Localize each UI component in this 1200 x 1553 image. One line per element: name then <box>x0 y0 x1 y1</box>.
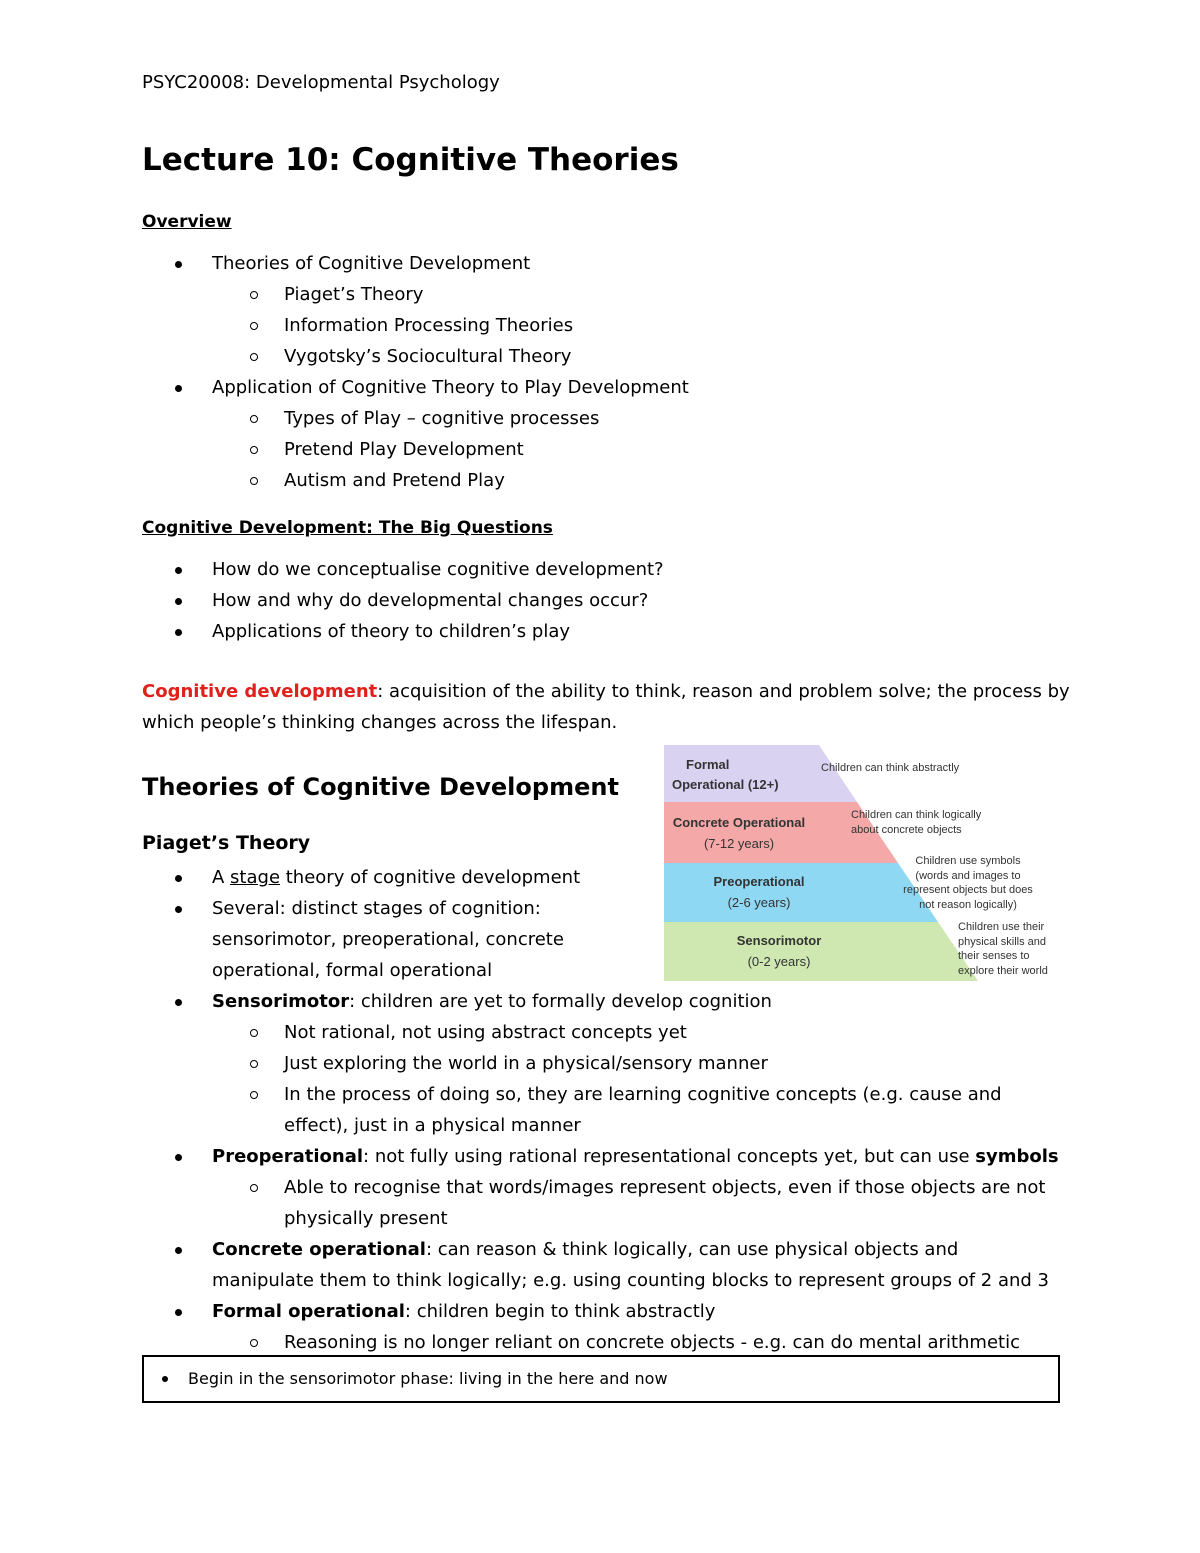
sensorimotor-label: Sensorimotor (0-2 years) <box>736 933 822 969</box>
list-item: Begin in the sensorimotor phase: living in the here and now <box>144 1357 1058 1401</box>
big-questions-list <box>142 554 1072 647</box>
overview-list <box>142 248 1072 496</box>
list-item: Autism and Pretend Play <box>212 465 1072 496</box>
big-questions-heading: Cognitive Development: The Big Questions <box>142 518 553 538</box>
list-item: Types of Play – cognitive processes <box>212 403 1072 434</box>
section-title: Theories of Cognitive Development <box>142 773 619 801</box>
list-item: Pretend Play Development <box>212 434 1072 465</box>
list-item: Vygotsky’s Sociocultural Theory <box>212 341 1072 372</box>
formal-operational-note: Children can think abstractly <box>821 762 960 774</box>
boxed-note <box>142 1355 1060 1403</box>
list-item: Piaget’s Theory <box>212 279 1072 310</box>
list-item: Not rational, not using abstract concepts yet <box>212 1017 1072 1048</box>
preoperational-label: Preoperational (2-6 years) <box>713 874 805 910</box>
list-item: Sensorimotor: children are yet to formally develop cognition Not rational, not using abstract concepts yet Just exploring the world in a physical/sensory manner In the process of doing so, they are learning cognitive concepts (e.g. cause and effect), just in a physical manner <box>142 986 1072 1141</box>
definition-paragraph: Cognitive development: acquisition of the ability to think, reason and problem solve; the process by which people’s thinking changes across the lifespan. <box>142 681 1070 733</box>
list-item: Theories of Cognitive Development Piaget’s Theory Information Processing Theories Vygotsky’s Sociocultural Theory <box>142 248 1072 372</box>
list-item: Able to recognise that words/images represent objects, even if those objects are not physically present <box>212 1172 1064 1234</box>
piaget-heading: Piaget’s Theory <box>142 832 311 854</box>
list-item: Just exploring the world in a physical/sensory manner <box>212 1048 1072 1079</box>
list-item: How and why do developmental changes occur? <box>142 585 1072 616</box>
definition-term: Cognitive development <box>142 681 378 702</box>
course-header: PSYC20008: Developmental Psychology <box>142 72 500 93</box>
concrete-operational-note: Children can think logically about concrete objects <box>851 809 982 836</box>
piaget-stages-pyramid <box>664 745 1064 985</box>
list-item: Reasoning is no longer reliant on concrete objects - e.g. can do mental arithmetic <box>212 1327 1072 1358</box>
list-item: In the process of doing so, they are learning cognitive concepts (e.g. cause and effect), just in a physical manner <box>212 1079 1004 1141</box>
list-item: Applications of theory to children’s play <box>142 616 1072 647</box>
list-item: How do we conceptualise cognitive development? <box>142 554 1072 585</box>
list-item: Information Processing Theories <box>212 310 1072 341</box>
list-item: Application of Cognitive Theory to Play Development Types of Play – cognitive processes Pretend Play Development Autism and Pretend Play <box>142 372 1072 496</box>
formal-operational-label: Formal Operational (12+) <box>672 757 779 792</box>
list-item: Several: distinct stages of cognition: sensorimotor, preoperational, concrete operational, formal operational <box>142 893 572 986</box>
list-item: Concrete operational: can reason & think logically, can use physical objects and manipulate them to think logically; e.g. using counting blocks to represent groups of 2 and 3 <box>142 1234 1062 1296</box>
sensorimotor-note: Children use their physical skills and their senses to explore their world <box>958 921 1048 977</box>
list-item: Preoperational: not fully using rational representational concepts yet, but can use symbols Able to recognise that words/images represent objects, even if those objects are not physically present <box>142 1141 1072 1234</box>
preoperational-note: Children use symbols (words and images to represent objects but does not reason logically) <box>903 855 1033 911</box>
overview-heading: Overview <box>142 212 232 232</box>
list-item: A stage theory of cognitive development <box>142 862 1072 893</box>
list-item: Formal operational: children begin to think abstractly Reasoning is no longer reliant on concrete objects - e.g. can do mental arithmetic <box>142 1296 1072 1358</box>
lecture-title: Lecture 10: Cognitive Theories <box>142 142 679 178</box>
concrete-operational-label: Concrete Operational (7-12 years) <box>672 815 806 851</box>
